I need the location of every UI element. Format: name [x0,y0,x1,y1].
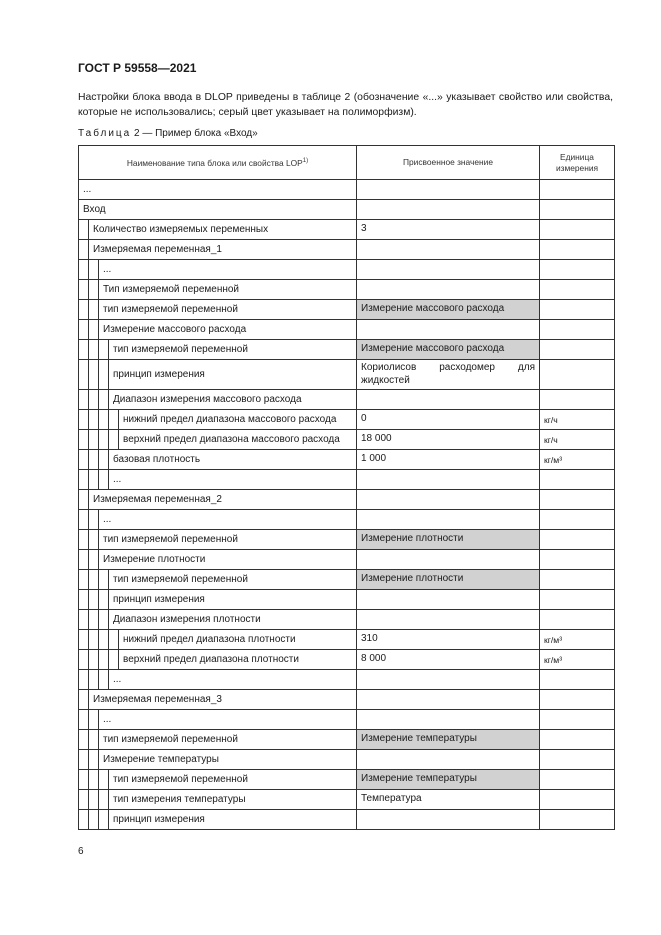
table-row [79,360,615,390]
row-name: нижний предел диапазона плотности [123,634,296,645]
row-name: Вход [83,204,106,215]
row-unit [540,240,615,260]
row-value [357,280,540,300]
caption-word: Таблица [78,128,132,139]
row-value: Измерение массового расхода [357,340,540,360]
row-unit [540,390,615,410]
row-name-cell [79,790,357,810]
row-name: принцип измерения [113,594,205,605]
table-caption [78,128,258,139]
indent-guide [89,320,99,339]
row-name: тип измеряемой переменной [103,734,238,745]
indent-guide [89,590,99,609]
row-value: 0 [357,410,540,430]
indent-guide [99,630,109,649]
indent-guide [79,570,89,589]
indent-guide [79,730,89,749]
indent-guide [99,390,109,409]
row-unit [540,750,615,770]
row-name: принцип измерения [113,369,205,380]
indent-guide [99,810,109,829]
indent-guide [99,610,109,629]
row-value [357,690,540,710]
row-unit [540,590,615,610]
indent-guide [79,340,89,359]
indent-guide [109,410,119,429]
indent-guide [99,590,109,609]
table-row [79,260,615,280]
row-unit [540,300,615,320]
row-name-cell [79,410,357,430]
page-number: 6 [78,846,84,857]
col-header-name: Наименование типа блока или свойства LOP$^{1)}$ [79,146,357,180]
table-row [79,470,615,490]
row-value: 18 000 [357,430,540,450]
indent-guide [79,300,89,319]
row-name: ... [113,474,122,485]
table-row [79,220,615,240]
row-value: 3 [357,220,540,240]
row-unit [540,260,615,280]
row-unit: кг/м³ [540,630,615,650]
indent-guide [89,650,99,669]
row-name: тип измеряемой переменной [103,534,238,545]
row-name-cell [79,260,357,280]
indent-guide [79,450,89,469]
indent-guide [89,770,99,789]
row-name-cell [79,320,357,340]
row-value: 310 [357,630,540,650]
indent-guide [79,610,89,629]
table-row [79,570,615,590]
indent-guide [99,790,109,809]
row-name: ... [103,714,112,725]
row-value: 1 000 [357,450,540,470]
caption-rest: 2 — Пример блока «Вход» [131,128,258,139]
row-name: ... [83,184,92,195]
table-row [79,410,615,430]
indent-guide [89,810,99,829]
indent-guide [99,430,109,449]
indent-guide [79,470,89,489]
row-value [357,670,540,690]
row-unit [540,790,615,810]
indent-guide [79,690,89,709]
row-name: тип измеряемой переменной [113,774,248,785]
indent-guide [89,570,99,589]
table-row [79,490,615,510]
table-row [79,790,615,810]
indent-guide [89,630,99,649]
row-name-cell [79,670,357,690]
row-unit [540,570,615,590]
indent-guide [79,590,89,609]
table-row [79,340,615,360]
row-unit [540,470,615,490]
row-name: Тип измеряемой переменной [103,284,240,295]
row-unit [540,280,615,300]
row-value: Кориолисов расходомер для жидкостей [357,360,540,390]
row-name-cell [79,570,357,590]
row-unit [540,770,615,790]
row-name: тип измеряемой переменной [103,304,238,315]
table-row [79,180,615,200]
row-value: Измерение плотности [357,530,540,550]
col-header-value: Присвоенное значение [357,146,540,180]
row-unit [540,340,615,360]
row-value [357,610,540,630]
indent-guide [89,530,99,549]
row-name: Измеряемая переменная_1 [93,244,222,255]
col-header-unit: Единица измерения [540,146,615,180]
table-row [79,450,615,470]
indent-guide [79,410,89,429]
indent-guide [79,550,89,569]
document-header: ГОСТ Р 59558—2021 [78,61,197,75]
row-name-cell [79,300,357,320]
row-name-cell [79,810,357,830]
row-name-cell [79,690,357,710]
indent-guide [89,670,99,689]
row-name-cell [79,590,357,610]
row-name-cell [79,510,357,530]
table-header-row [79,146,615,180]
row-unit [540,810,615,830]
row-name: тип измерения температуры [113,794,246,805]
row-name-cell [79,650,357,670]
row-name: Измеряемая переменная_3 [93,694,222,705]
indent-guide [79,670,89,689]
indent-guide [89,260,99,279]
indent-guide [109,650,119,669]
row-name: верхний предел диапазона массового расхода [123,434,340,445]
row-name-cell [79,610,357,630]
indent-guide [99,410,109,429]
indent-guide [79,220,89,239]
row-name-cell [79,450,357,470]
row-value [357,320,540,340]
row-name-cell [79,200,357,220]
indent-guide [109,430,119,449]
table-row [79,650,615,670]
row-name: верхний предел диапазона плотности [123,654,299,665]
row-name: принцип измерения [113,814,205,825]
row-name: ... [103,264,112,275]
row-value [357,240,540,260]
row-name-cell [79,280,357,300]
table-row [79,280,615,300]
row-value [357,260,540,280]
row-name: Измерение температуры [103,754,219,765]
indent-guide [89,610,99,629]
row-name-cell [79,710,357,730]
table-row [79,730,615,750]
row-value: Измерение плотности [357,570,540,590]
row-name: Измерение массового расхода [103,324,247,335]
row-unit [540,670,615,690]
indent-guide [99,770,109,789]
row-value: Измерение температуры [357,770,540,790]
indent-guide [89,300,99,319]
row-value: Измерение температуры [357,730,540,750]
row-name: Измеряемая переменная_2 [93,494,222,505]
indent-guide [79,320,89,339]
indent-guide [89,550,99,569]
row-unit [540,710,615,730]
row-unit [540,530,615,550]
indent-guide [89,410,99,429]
indent-guide [89,340,99,359]
table-row [79,200,615,220]
col-header-name-sup: 1) [302,158,309,165]
row-value [357,490,540,510]
indent-guide [79,790,89,809]
row-name: тип измеряемой переменной [113,574,248,585]
table-body [79,180,615,830]
table-row [79,550,615,570]
row-name: Измерение плотности [103,554,206,565]
row-unit [540,510,615,530]
indent-guide [99,650,109,669]
indent-guide [99,360,109,389]
indent-guide [99,450,109,469]
row-value [357,390,540,410]
row-value: 8 000 [357,650,540,670]
row-name-cell [79,750,357,770]
row-value [357,470,540,490]
indent-guide [89,790,99,809]
table-row [79,390,615,410]
indent-guide [79,490,89,509]
indent-guide [79,530,89,549]
indent-guide [79,770,89,789]
row-value [357,750,540,770]
table-row [79,630,615,650]
row-unit: кг/ч [540,410,615,430]
row-name-cell [79,630,357,650]
table-row [79,590,615,610]
indent-guide [79,750,89,769]
row-value [357,550,540,570]
indent-guide [79,710,89,729]
row-name: Диапазон измерения массового расхода [113,394,302,405]
row-unit [540,730,615,750]
row-value [357,590,540,610]
row-name-cell [79,470,357,490]
row-name-cell [79,770,357,790]
indent-guide [79,650,89,669]
indent-guide [79,260,89,279]
indent-guide [89,470,99,489]
row-value [357,200,540,220]
row-name-cell [79,430,357,450]
row-unit [540,550,615,570]
row-name: ... [113,674,122,685]
row-value [357,710,540,730]
indent-guide [109,630,119,649]
indent-guide [99,470,109,489]
row-name-cell [79,550,357,570]
indent-guide [89,730,99,749]
indent-guide [89,430,99,449]
indent-guide [79,280,89,299]
row-name: Диапазон измерения плотности [113,614,261,625]
table-row [79,610,615,630]
table-row [79,320,615,340]
indent-guide [79,510,89,529]
row-unit [540,490,615,510]
row-unit [540,360,615,390]
indent-guide [89,390,99,409]
table-row [79,430,615,450]
indent-guide [79,390,89,409]
row-value: Температура [357,790,540,810]
indent-guide [89,710,99,729]
indent-guide [89,510,99,529]
indent-guide [89,280,99,299]
table-row [79,710,615,730]
row-name-cell [79,390,357,410]
row-unit [540,180,615,200]
row-name-cell [79,490,357,510]
row-name-cell [79,240,357,260]
table-row [79,510,615,530]
table-row [79,750,615,770]
row-name-cell [79,340,357,360]
row-name-cell [79,730,357,750]
row-name-cell [79,180,357,200]
table-row [79,670,615,690]
row-unit [540,610,615,630]
row-unit [540,320,615,340]
indent-guide [99,570,109,589]
table-row [79,770,615,790]
indent-guide [89,750,99,769]
intro-paragraph: Настройки блока ввода в DLOP приведены в таблице 2 (обозначение «...» указывает свойство или свойства, которые не использовались; серый цвет указывает на полиморфизм). [78,92,613,118]
row-unit: кг/м³ [540,650,615,670]
indent-guide [99,670,109,689]
table-row [79,690,615,710]
block-input-table [78,145,615,830]
indent-guide [79,360,89,389]
row-name: тип измеряемой переменной [113,344,248,355]
row-value [357,510,540,530]
table-row [79,240,615,260]
row-unit: кг/ч [540,430,615,450]
table-row [79,530,615,550]
row-unit [540,220,615,240]
indent-guide [89,360,99,389]
indent-guide [79,810,89,829]
row-value: Измерение массового расхода [357,300,540,320]
row-name-cell [79,530,357,550]
indent-guide [99,340,109,359]
row-unit [540,200,615,220]
row-name-cell [79,360,357,390]
indent-guide [89,450,99,469]
row-value [357,180,540,200]
row-name: базовая плотность [113,454,201,465]
indent-guide [79,430,89,449]
table-row [79,300,615,320]
row-unit: кг/м³ [540,450,615,470]
row-name: ... [103,514,112,525]
indent-guide [79,240,89,259]
table-row [79,810,615,830]
indent-guide [79,630,89,649]
row-name: нижний предел диапазона массового расхода [123,414,337,425]
row-value [357,810,540,830]
row-name: Количество измеряемых переменных [93,224,269,235]
row-name-cell [79,220,357,240]
row-unit [540,690,615,710]
